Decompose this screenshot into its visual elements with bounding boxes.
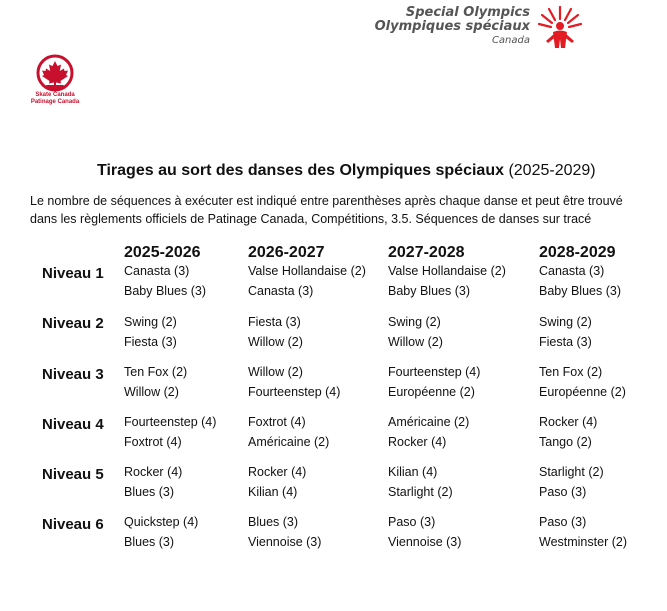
dance-entry: Baby Blues (3) [388,284,470,298]
dance-entry: Paso (3) [539,515,587,529]
year-header-2025-2026: 2025-2026 [124,244,201,261]
page-title [97,162,596,180]
dance-cell-1-2025 [124,261,206,301]
dance-entry: Rocker (4) [388,435,447,449]
dance-entry: Blues (3) [248,515,299,529]
dance-cell-3-2028 [539,362,626,402]
dance-cell-6-2026 [248,512,321,552]
dance-entry: Fiesta (3) [248,315,301,329]
dance-cell-6-2025 [124,512,198,552]
dance-entry: Baby Blues (3) [539,284,621,298]
intro-paragraph [30,192,667,228]
dance-entry: Swing (2) [539,315,592,329]
dance-entry: Blues (3) [124,485,175,499]
special-olympics-logo-line3: Canada [491,35,530,46]
dance-entry: Swing (2) [388,315,441,329]
dance-entry: Quickstep (4) [124,515,199,529]
dance-entry: Canasta (3) [248,284,314,298]
dance-entry: Rocker (4) [539,415,598,429]
dance-entry: Westminster (2) [539,535,627,549]
dance-cell-2-2026 [248,312,303,352]
dance-entry: Viennoise (3) [248,535,322,549]
dance-entry: Paso (3) [539,485,587,499]
dance-cell-1-2028 [539,261,621,301]
dance-entry: Willow (2) [388,335,443,349]
dance-entry: Américaine (2) [248,435,330,449]
intro-line-1: Le nombre de séquences à exécuter est indiqué entre parenthèses après chaque danse et peut être trouvé [30,194,623,208]
dance-entry: Canasta (3) [539,264,605,278]
level-label-3: Niveau 3 [42,366,104,383]
dance-entry: Willow (2) [248,365,303,379]
dance-entry: Fiesta (3) [539,335,592,349]
dance-entry: Ten Fox (2) [124,365,188,379]
level-label-4: Niveau 4 [42,416,104,433]
dance-entry: Rocker (4) [124,465,183,479]
dance-entry: Starlight (2) [388,485,453,499]
dance-entry: Ten Fox (2) [539,365,603,379]
dance-entry: Canasta (3) [124,264,190,278]
dance-entry: Swing (2) [124,315,177,329]
special-olympics-logo [374,3,584,51]
level-label-2: Niveau 2 [42,315,104,332]
dance-entry: Willow (2) [248,335,303,349]
level-label-6: Niveau 6 [42,516,104,533]
skate-canada-logo-line2: Patinage Canada [30,99,80,105]
dance-cell-1-2027 [388,261,506,301]
dance-cell-4-2027 [388,412,469,452]
dance-entry: Tango (2) [539,435,592,449]
dance-entry: Kilian (4) [248,485,298,499]
special-olympics-logo-line1: Special Olympics [405,5,530,20]
dance-cell-4-2028 [539,412,597,452]
intro-line-2: dans les règlements officiels de Patinage Canada, Compétitions, 3.5. Séquences de danses sur tracé [30,212,592,226]
dance-entry: Baby Blues (3) [124,284,206,298]
year-header-2026-2027: 2026-2027 [248,244,325,261]
dance-cell-2-2025 [124,312,177,352]
dance-entry: Foxtrot (4) [124,435,182,449]
dance-cell-5-2025 [124,462,182,502]
dance-entry: Paso (3) [388,515,436,529]
dance-entry: Européenne (2) [539,385,626,399]
special-olympics-logo-line2: Olympiques spéciaux [374,19,530,34]
dance-cell-5-2027 [388,462,453,502]
dance-cell-5-2028 [539,462,604,502]
dance-cell-2-2028 [539,312,592,352]
skate-canada-logo [26,54,84,110]
dance-entry: Kilian (4) [388,465,438,479]
dance-entry: Starlight (2) [539,465,604,479]
dance-entry: Viennoise (3) [388,535,462,549]
dance-cell-4-2026 [248,412,329,452]
dance-entry: Américaine (2) [388,415,470,429]
dance-entry: Européenne (2) [388,385,475,399]
dance-entry: Fourteenstep (4) [388,365,481,379]
dance-cell-3-2025 [124,362,187,402]
dance-cell-5-2026 [248,462,306,502]
dance-entry: Fourteenstep (4) [248,385,341,399]
dance-cell-6-2027 [388,512,461,552]
dance-entry: Rocker (4) [248,465,307,479]
dance-entry: Valse Hollandaise (2) [388,264,506,278]
dance-cell-3-2026 [248,362,340,402]
dance-cell-3-2027 [388,362,480,402]
special-olympics-figure-icon [534,3,584,51]
year-header-2028-2029: 2028-2029 [539,244,616,261]
maple-leaf-icon [26,54,84,94]
skate-canada-logo-line1: Skate Canada [35,92,75,98]
dance-cell-1-2026 [248,261,366,301]
dance-entry: Fiesta (3) [124,335,177,349]
dance-entry: Willow (2) [124,385,179,399]
dance-cell-6-2028 [539,512,627,552]
level-label-1: Niveau 1 [42,265,104,282]
page-title-years: (2025-2029) [508,162,596,179]
dance-entry: Fourteenstep (4) [124,415,217,429]
level-label-5: Niveau 5 [42,466,104,483]
page-title-main: Tirages au sort des danses des Olympiques spéciaux [97,162,504,179]
dance-entry: Blues (3) [124,535,175,549]
year-header-2027-2028: 2027-2028 [388,244,465,261]
dance-cell-2-2027 [388,312,443,352]
dance-cell-4-2025 [124,412,216,452]
dance-entry: Foxtrot (4) [248,415,306,429]
dance-entry: Valse Hollandaise (2) [248,264,366,278]
